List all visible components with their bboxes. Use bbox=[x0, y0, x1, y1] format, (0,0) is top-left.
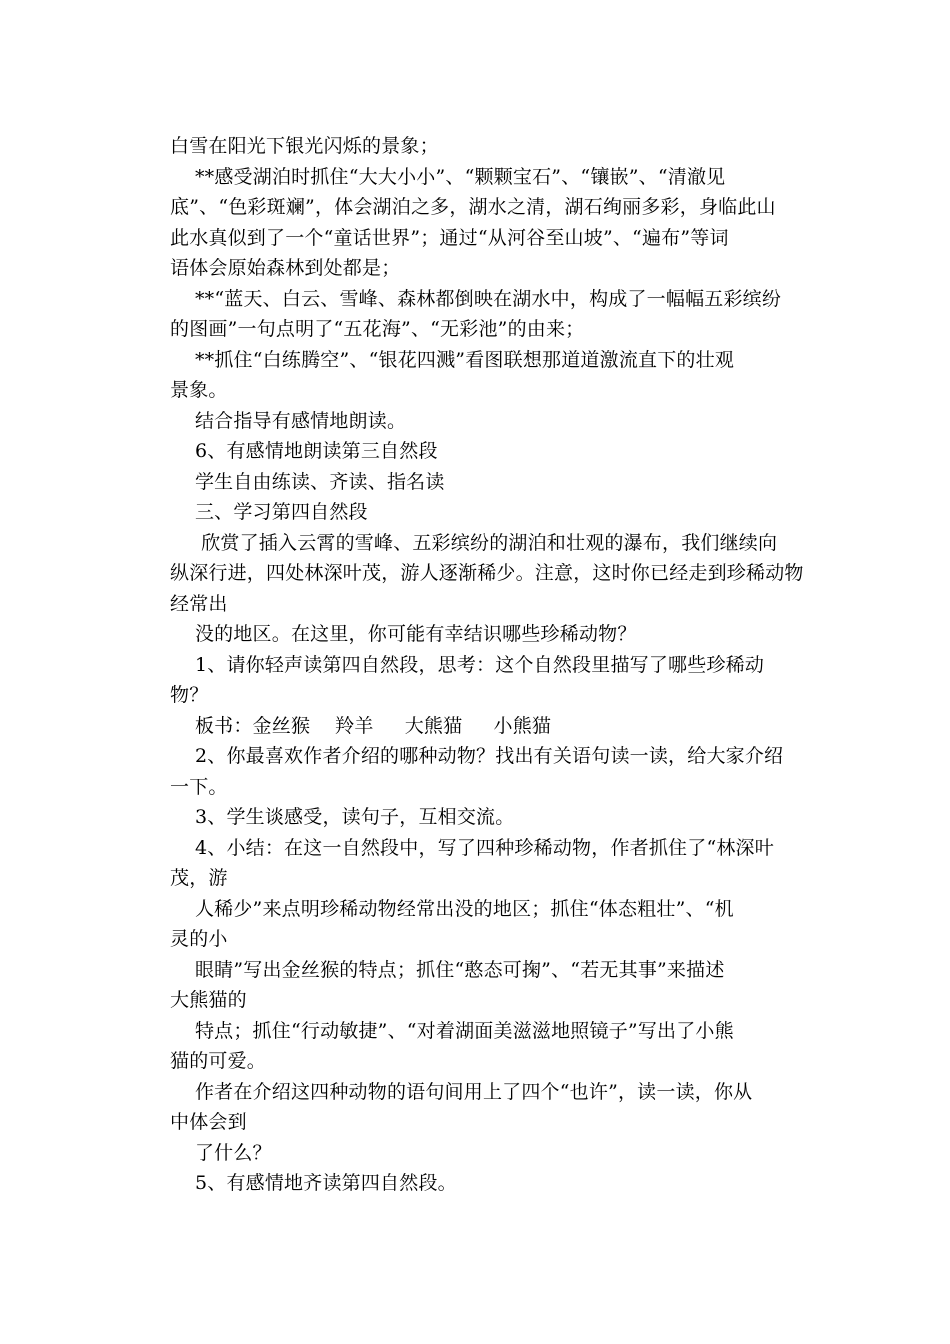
text-line: 6、有感情地朗读第三自然段 bbox=[170, 440, 438, 462]
text-line: 1、请你轻声读第四自然段，思考：这个自然段里描写了哪些珍稀动 bbox=[170, 653, 765, 676]
text-line: **感受湖泊时抓住“大大小小”、“颗颗宝石”、“镶嵌”、“清澈见 bbox=[170, 165, 726, 188]
text-line: 5、有感情地齐读第四自然段。 bbox=[170, 1172, 457, 1194]
text-line: 4、小结：在这一自然段中，写了四种珍稀动物，作者抓住了“林深叶 bbox=[170, 836, 774, 859]
text-line: 猫的可爱。 bbox=[170, 1050, 267, 1072]
blackboard-notes: 板书：金丝猴 羚羊 大熊猫 小熊猫 bbox=[170, 714, 552, 737]
text-line: 茂，游 bbox=[170, 867, 228, 889]
text-line: 语体会原始森林到处都是； bbox=[170, 257, 401, 279]
text-line: 了什么？ bbox=[170, 1141, 272, 1164]
text-line: 眼睛”写出金丝猴的特点；抓住“憨态可掬”、“若无其事”来描述 bbox=[170, 958, 725, 981]
text-line: 学生自由练读、齐读、指名读 bbox=[170, 470, 445, 493]
text-line: 人稀少”来点明珍稀动物经常出没的地区；抓住“体态粗壮”、“机 bbox=[170, 897, 734, 920]
text-line: 纵深行进，四处林深叶茂，游人逐渐稀少。注意，这时你已经走到珍稀动物 bbox=[170, 562, 804, 584]
text-line: 欣赏了插入云霄的雪峰、五彩缤纷的湖泊和壮观的瀑布，我们继续向 bbox=[170, 531, 778, 554]
section-heading: 三、学习第四自然段 bbox=[170, 501, 368, 523]
text-line: **“蓝天、白云、雪峰、森林都倒映在湖水中，构成了一幅幅五彩缤纷 bbox=[170, 287, 782, 310]
text-line: 灵的小 bbox=[170, 928, 228, 950]
text-line: **抓住“白练腾空”、“银花四溅”看图联想那道道激流直下的壮观 bbox=[170, 348, 735, 371]
text-line: 大熊猫的 bbox=[170, 989, 247, 1011]
text-line: 特点；抓住“行动敏捷”、“对着湖面美滋滋地照镜子”写出了小熊 bbox=[170, 1019, 734, 1042]
text-line: 景象。 bbox=[170, 379, 228, 401]
text-line: 没的地区。在这里，你可能有幸结识哪些珍稀动物？ bbox=[170, 623, 637, 645]
text-line: 3、学生谈感受，读句子，互相交流。 bbox=[170, 806, 515, 828]
text-line: 经常出 bbox=[170, 592, 228, 615]
text-line: 此水真似到了一个“童话世界”；通过“从河谷至山坡”、“遍布”等词 bbox=[170, 226, 729, 249]
text-line: 一下。 bbox=[170, 775, 228, 798]
text-line: 白雪在阳光下银光闪烁的景象； bbox=[170, 135, 439, 157]
text-line: 的图画”一句点明了“五花海”、“无彩池”的由来； bbox=[170, 318, 585, 340]
document-body bbox=[170, 131, 804, 1199]
text-line: 底”、“色彩斑斓”，体会湖泊之多，湖水之清，湖石绚丽多彩，身临此山 bbox=[170, 196, 776, 218]
text-line: 作者在介绍这四种动物的语句间用上了四个“也许”，读一读，你从 bbox=[170, 1080, 753, 1103]
text-line: 2、你最喜欢作者介绍的哪种动物？找出有关语句读一读，给大家介绍 bbox=[170, 745, 784, 767]
text-line: 物？ bbox=[170, 684, 209, 706]
text-line: 中体会到 bbox=[170, 1111, 247, 1133]
text-line: 结合指导有感情地朗读。 bbox=[170, 409, 407, 432]
